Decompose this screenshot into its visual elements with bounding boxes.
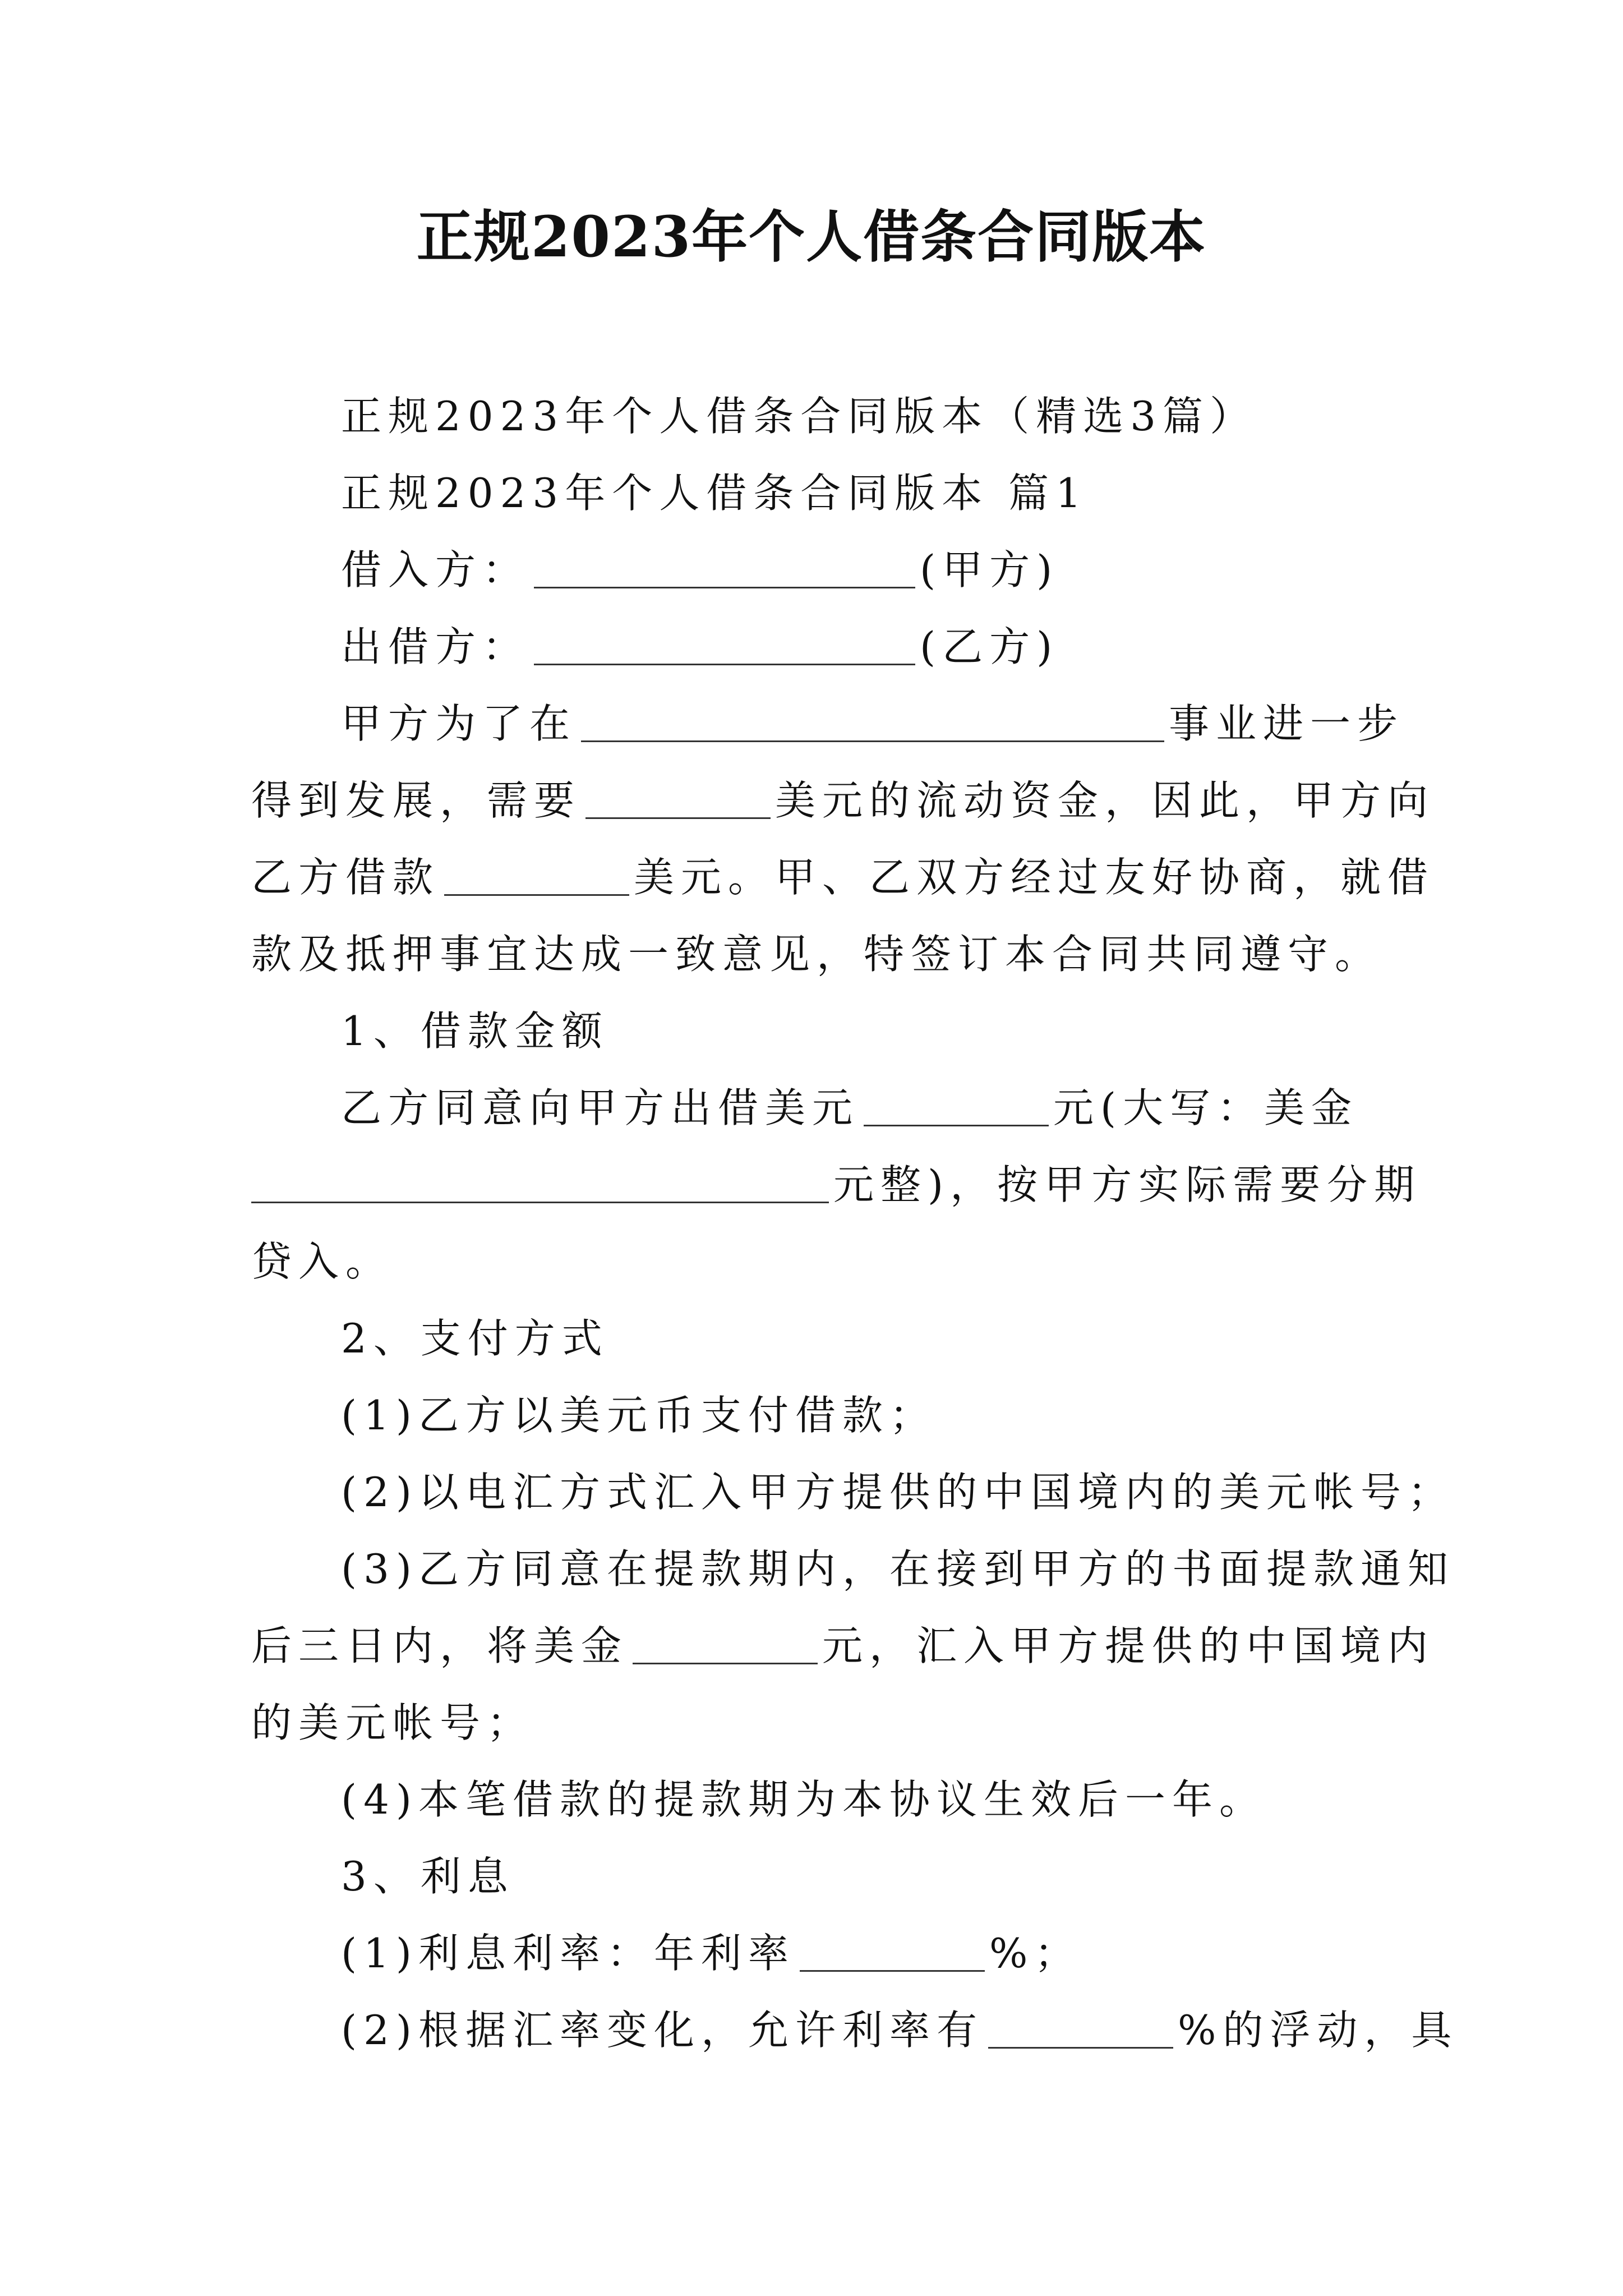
text: (2)以电汇方式汇入甲方提供的中国境内的美元帐号；: [341, 1469, 1455, 1516]
text: 元(大写：美金: [1053, 1084, 1359, 1131]
text: 乙方借款: [251, 854, 440, 901]
text: (1)利息利率：年利率: [341, 1930, 795, 1977]
usd-amount-blank: [864, 1088, 1049, 1126]
paragraph-line: [251, 762, 1435, 839]
paragraph-line: [251, 1377, 1378, 1454]
text: 甲方为了在: [341, 700, 577, 747]
text: 款及抵押事宜达成一致意见，特签订本合同共同遵守。: [251, 931, 1382, 978]
paragraph-line: [251, 1531, 1455, 1608]
paragraph-line: [251, 1992, 1459, 2069]
paragraph-line: [251, 1070, 1378, 1147]
text: (1)乙方以美元币支付借款；: [341, 1392, 937, 1439]
paragraph-line: [251, 916, 1382, 993]
amount-in-words-blank: [251, 1165, 829, 1203]
lender-line: [251, 609, 1378, 685]
paragraph-line: [251, 685, 1405, 762]
text: 元整)，按甲方实际需要分期: [833, 1161, 1422, 1208]
text: 3、利息: [341, 1853, 515, 1900]
paragraph-line: [251, 1685, 1378, 1761]
borrower-label: 借入方：: [341, 546, 530, 593]
text: 得到发展，需要: [251, 777, 582, 824]
section-heading: [251, 1300, 1378, 1377]
text: 美元。甲、乙双方经过友好协商，就借: [634, 854, 1435, 901]
paragraph-section-heading: [251, 455, 1378, 532]
text: 元，汇入甲方提供的中国境内: [822, 1622, 1435, 1669]
text: 美元的流动资金，因此，甲方向: [775, 777, 1435, 824]
paragraph-line: [251, 1454, 1455, 1531]
text: %；: [989, 1930, 1082, 1977]
document-body: [251, 378, 1459, 2069]
party-a-label: (甲方): [920, 546, 1059, 593]
text: %的浮动，具: [1178, 2007, 1459, 2054]
lender-blank: [534, 627, 915, 665]
borrower-blank: [534, 550, 915, 588]
paragraph-line: [251, 1147, 1422, 1223]
paragraph-line: [251, 839, 1435, 916]
text: 的美元帐号；: [251, 1699, 534, 1746]
section-heading: [251, 1838, 1378, 1915]
interest-rate-blank: [800, 1933, 985, 1972]
text: 2、支付方式: [341, 1315, 609, 1362]
float-rate-blank: [988, 2010, 1173, 2049]
amount-blank: [585, 780, 771, 819]
paragraph-line: [251, 1761, 1378, 1838]
business-blank: [581, 703, 1164, 742]
text: 正规2023年个人借条合同版本（精选3篇）: [341, 393, 1257, 440]
paragraph-line: [251, 1608, 1435, 1685]
document-title: 正规2023年个人借条合同版本: [416, 204, 1207, 270]
text: 贷入。: [251, 1238, 393, 1285]
party-b-label: (乙方): [920, 623, 1059, 670]
paragraph-line: [251, 1915, 1378, 1992]
loan-amount-blank: [444, 857, 629, 896]
paragraph-line: [251, 1223, 1378, 1300]
text: 事业进一步: [1169, 700, 1405, 747]
lender-label: 出借方：: [341, 623, 530, 670]
text: (3)乙方同意在提款期内，在接到甲方的书面提款通知: [341, 1545, 1455, 1593]
remittance-amount-blank: [633, 1626, 818, 1664]
borrower-line: [251, 532, 1378, 609]
text: 正规2023年个人借条合同版本 篇1: [341, 470, 1088, 517]
text: (2)根据汇率变化，允许利率有: [341, 2007, 984, 2054]
text: 后三日内，将美金: [251, 1622, 629, 1669]
section-heading: [251, 993, 1378, 1070]
text: 1、借款金额: [341, 1007, 609, 1055]
text: (4)本笔借款的提款期为本协议生效后一年。: [341, 1776, 1266, 1823]
paragraph-subtitle: [251, 378, 1378, 455]
text: 乙方同意向甲方出借美元: [341, 1084, 860, 1131]
